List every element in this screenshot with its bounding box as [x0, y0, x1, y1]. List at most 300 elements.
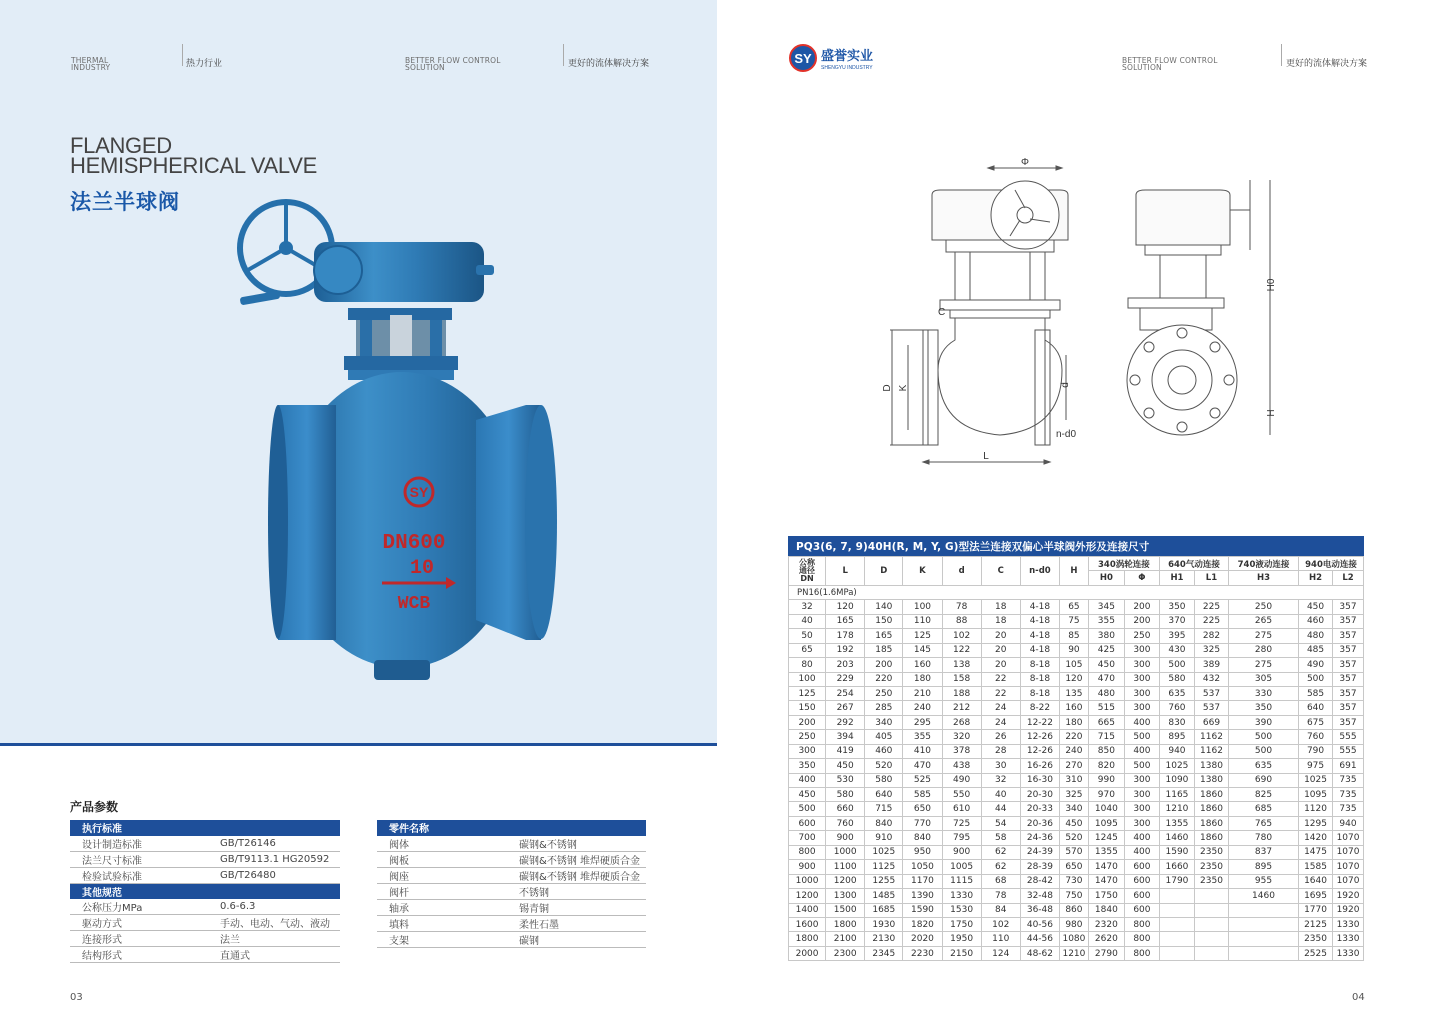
table-cell: 110: [903, 614, 942, 628]
group-header: 740液动连接: [1228, 557, 1298, 571]
dimension-table-title: PQ3(6, 7, 9)40H(R, M, Y, G)型法兰连接双偏心半球阀外形及连接尺寸: [788, 536, 1364, 556]
table-cell: 355: [903, 730, 942, 744]
table-cell: 770: [903, 816, 942, 830]
table-cell: 900: [826, 831, 865, 845]
table-cell: 158: [942, 672, 981, 686]
table-cell: 135: [1060, 686, 1089, 700]
table-cell: 669: [1194, 715, 1228, 729]
table-cell: 530: [826, 773, 865, 787]
table-cell: 150: [789, 701, 826, 715]
param-value: GB/T9113.1 HG20592: [208, 851, 340, 867]
table-cell: 330: [1228, 686, 1298, 700]
table-cell: 1295: [1299, 816, 1333, 830]
valve-logo-mark: SY: [409, 484, 429, 500]
table-cell: 300: [1124, 816, 1159, 830]
table-row: [789, 788, 1364, 802]
table-cell: 470: [903, 759, 942, 773]
table-cell: 725: [942, 816, 981, 830]
table-cell: 955: [1228, 874, 1298, 888]
table-cell: 370: [1159, 614, 1194, 628]
table-cell: 1330: [1333, 946, 1364, 960]
sub-header: H1: [1159, 571, 1194, 585]
param-value: 碳钢: [507, 931, 646, 947]
table-cell: 1120: [1299, 802, 1333, 816]
table-cell: 570: [1060, 845, 1089, 859]
table-cell: 1585: [1299, 860, 1333, 874]
sub-header: H0: [1088, 571, 1124, 585]
table-cell: 8-18: [1020, 686, 1059, 700]
param-value: 锡青铜: [507, 899, 646, 915]
table-cell: 760: [1159, 701, 1194, 715]
table-cell: 124: [981, 946, 1020, 960]
table-row: [789, 917, 1364, 931]
logo-text: 盛誉实业: [821, 49, 874, 64]
table-cell: 1070: [1333, 831, 1364, 845]
table-cell: 203: [826, 658, 865, 672]
table-cell: 212: [942, 701, 981, 715]
table-cell: 460: [1299, 614, 1333, 628]
front-view-drawing: [882, 157, 1076, 464]
table-cell: 229: [826, 672, 865, 686]
table-cell: 940: [1159, 744, 1194, 758]
table-cell: 20-36: [1020, 816, 1059, 830]
table-cell: 1920: [1333, 903, 1364, 917]
table-row: [789, 845, 1364, 859]
group-header: 340涡轮连接: [1088, 557, 1159, 571]
table-cell: 140: [865, 600, 903, 614]
table-cell: 1840: [1088, 903, 1124, 917]
table-cell: 450: [1299, 600, 1333, 614]
table-cell: 285: [865, 701, 903, 715]
table-cell: [1159, 917, 1194, 931]
valve-marking-dn: DN600: [382, 532, 446, 555]
header-thermal-industry-cn: 热力行业: [186, 59, 223, 69]
table-row: [377, 851, 646, 867]
parts-table: [377, 820, 646, 948]
table-cell: 2300: [826, 946, 865, 960]
table-row: [789, 889, 1364, 903]
table-cell: 20: [981, 629, 1020, 643]
table-cell: 54: [981, 816, 1020, 830]
table-cell: 22: [981, 672, 1020, 686]
dimension-table: [788, 556, 1364, 961]
table-cell: 62: [981, 845, 1020, 859]
table-row: [789, 932, 1364, 946]
table-cell: 975: [1299, 759, 1333, 773]
table-cell: 265: [1228, 614, 1298, 628]
sub-header: L2: [1333, 571, 1364, 585]
table-row: [377, 867, 646, 883]
table-cell: 1355: [1088, 845, 1124, 859]
table-cell: 125: [789, 686, 826, 700]
table-cell: 1162: [1194, 730, 1228, 744]
table-cell: 18: [981, 614, 1020, 628]
table-cell: 102: [942, 629, 981, 643]
table-cell: 32: [789, 600, 826, 614]
table-row: [70, 914, 340, 930]
company-logo: [789, 44, 889, 72]
table-cell: 1390: [903, 889, 942, 903]
label-n-d0: n-d0: [1056, 429, 1077, 440]
table-cell: 400: [1124, 831, 1159, 845]
param-value: GB/T26146: [208, 836, 340, 852]
label-D: D: [882, 384, 893, 392]
table-cell: 585: [1299, 686, 1333, 700]
table-cell: 837: [1228, 845, 1298, 859]
product-title-en: FLANGED HEMISPHERICAL VALVE: [70, 133, 317, 178]
table-cell: 357: [1333, 658, 1364, 672]
table-cell: 1790: [1159, 874, 1194, 888]
header-separator: [182, 44, 183, 66]
table-cell: 12-26: [1020, 744, 1059, 758]
table-cell: 1800: [789, 932, 826, 946]
table-row: [789, 686, 1364, 700]
table-cell: [1159, 889, 1194, 903]
table-cell: 600: [1124, 860, 1159, 874]
table-cell: 1860: [1194, 831, 1228, 845]
table-cell: 600: [1124, 874, 1159, 888]
table-cell: 1025: [1299, 773, 1333, 787]
table-cell: 282: [1194, 629, 1228, 643]
table-cell: 691: [1333, 759, 1364, 773]
sub-header: H2: [1299, 571, 1333, 585]
sub-header: H3: [1228, 571, 1298, 585]
table-row: [377, 915, 646, 931]
table-section-header: [70, 883, 340, 899]
table-cell: 1200: [789, 889, 826, 903]
param-name: 法兰尺寸标准: [70, 851, 208, 867]
table-cell: 1660: [1159, 860, 1194, 874]
table-cell: 28: [981, 744, 1020, 758]
table-cell: 1162: [1194, 744, 1228, 758]
table-cell: 980: [1060, 917, 1089, 931]
table-row: [789, 672, 1364, 686]
table-cell: 355: [1088, 614, 1124, 628]
table-cell: 840: [865, 816, 903, 830]
table-cell: 660: [826, 802, 865, 816]
col-header: K: [903, 557, 942, 586]
table-cell: 40: [981, 788, 1020, 802]
table-cell: 44-56: [1020, 932, 1059, 946]
table-cell: 585: [903, 788, 942, 802]
table-cell: 300: [1124, 788, 1159, 802]
table-cell: 830: [1159, 715, 1194, 729]
table-cell: 1590: [903, 903, 942, 917]
table-cell: 350: [1228, 701, 1298, 715]
param-value: 碳钢&不锈钢: [507, 836, 646, 852]
table-cell: 394: [826, 730, 865, 744]
table-cell: 357: [1333, 643, 1364, 657]
table-cell: 275: [1228, 658, 1298, 672]
table-cell: 580: [1159, 672, 1194, 686]
table-cell: 270: [1060, 759, 1089, 773]
table-cell: 300: [1124, 773, 1159, 787]
table-cell: 250: [1228, 600, 1298, 614]
table-cell: 200: [789, 715, 826, 729]
table-cell: 200: [865, 658, 903, 672]
table-cell: 490: [942, 773, 981, 787]
table-cell: 1420: [1299, 831, 1333, 845]
table-cell: 1685: [865, 903, 903, 917]
table-cell: 28-39: [1020, 860, 1059, 874]
table-cell: 2350: [1194, 874, 1228, 888]
table-cell: 250: [789, 730, 826, 744]
table-cell: 460: [865, 744, 903, 758]
table-cell: 254: [826, 686, 865, 700]
table-cell: 1050: [903, 860, 942, 874]
table-cell: 910: [865, 831, 903, 845]
left-page-divider: [0, 743, 717, 746]
param-value: 法兰: [208, 930, 340, 946]
param-name: 支架: [377, 931, 507, 947]
table-cell: 325: [1060, 788, 1089, 802]
table-cell: 685: [1228, 802, 1298, 816]
label-H: H: [1266, 409, 1277, 417]
table-cell: 850: [1088, 744, 1124, 758]
table-cell: 78: [942, 600, 981, 614]
standards-table: [70, 820, 340, 963]
table-cell: 580: [826, 788, 865, 802]
table-cell: 325: [1194, 643, 1228, 657]
table-cell: [1228, 946, 1298, 960]
table-cell: 1860: [1194, 788, 1228, 802]
label-K: K: [898, 384, 909, 392]
table-cell: 62: [981, 860, 1020, 874]
table-cell: 520: [865, 759, 903, 773]
valve-marking-pressure: 10: [409, 557, 435, 580]
label-d: d: [1060, 382, 1071, 388]
table-cell: 450: [1060, 816, 1089, 830]
table-cell: 650: [903, 802, 942, 816]
table-cell: 1750: [1088, 889, 1124, 903]
table-row: [789, 730, 1364, 744]
table-row: [789, 600, 1364, 614]
table-cell: 555: [1333, 744, 1364, 758]
table-cell: 1470: [1088, 860, 1124, 874]
table-row: [789, 759, 1364, 773]
table-cell: 1695: [1299, 889, 1333, 903]
table-cell: 1070: [1333, 874, 1364, 888]
table-row: [789, 715, 1364, 729]
table-row: [789, 744, 1364, 758]
table-cell: 550: [942, 788, 981, 802]
table-cell: 78: [981, 889, 1020, 903]
table-cell: 635: [1228, 759, 1298, 773]
table-cell: [1194, 946, 1228, 960]
table-cell: 520: [1060, 831, 1089, 845]
table-cell: 1950: [942, 932, 981, 946]
table-cell: 1005: [942, 860, 981, 874]
table-cell: 350: [1159, 600, 1194, 614]
table-cell: 40-56: [1020, 917, 1059, 931]
table-cell: 735: [1333, 802, 1364, 816]
table-cell: 1245: [1088, 831, 1124, 845]
table-cell: 750: [1060, 889, 1089, 903]
table-cell: 36-48: [1020, 903, 1059, 917]
table-cell: 110: [981, 932, 1020, 946]
table-cell: 490: [1299, 658, 1333, 672]
table-cell: 200: [1124, 614, 1159, 628]
table-cell: 275: [1228, 629, 1298, 643]
table-cell: 450: [1088, 658, 1124, 672]
logo-subtext: SHENGYU INDUSTRY: [821, 65, 873, 71]
table-cell: 2790: [1088, 946, 1124, 960]
table-cell: [1194, 903, 1228, 917]
valve-marking-material: WCB: [397, 594, 431, 614]
table-cell: 1330: [1333, 917, 1364, 931]
table-cell: 1800: [826, 917, 865, 931]
table-cell: 650: [1060, 860, 1089, 874]
table-cell: 700: [789, 831, 826, 845]
table-cell: 292: [826, 715, 865, 729]
table-cell: [1228, 903, 1298, 917]
table-cell: 4-18: [1020, 643, 1059, 657]
table-cell: 665: [1088, 715, 1124, 729]
table-cell: 950: [903, 845, 942, 859]
table-cell: 240: [1060, 744, 1089, 758]
table-cell: 357: [1333, 715, 1364, 729]
param-name: 轴承: [377, 899, 507, 915]
label-phi: Φ: [1021, 157, 1029, 168]
param-name: 阀体: [377, 836, 507, 852]
table-cell: 340: [1060, 802, 1089, 816]
table-cell: 1025: [865, 845, 903, 859]
param-value: 柔性石墨: [507, 915, 646, 931]
table-cell: 1860: [1194, 816, 1228, 830]
table-cell: 1930: [865, 917, 903, 931]
table-cell: 357: [1333, 614, 1364, 628]
table-cell: 102: [981, 917, 1020, 931]
table-cell: 1400: [789, 903, 826, 917]
table-row: [70, 899, 340, 915]
table-cell: 225: [1194, 614, 1228, 628]
table-cell: 715: [865, 802, 903, 816]
table-cell: 65: [1060, 600, 1089, 614]
table-cell: 160: [1060, 701, 1089, 715]
table-cell: 580: [865, 773, 903, 787]
table-cell: 220: [1060, 730, 1089, 744]
table-cell: [1194, 932, 1228, 946]
table-cell: 2350: [1299, 932, 1333, 946]
table-cell: 100: [903, 600, 942, 614]
table-cell: 500: [789, 802, 826, 816]
table-cell: [1159, 903, 1194, 917]
table-cell: 210: [903, 686, 942, 700]
table-cell: 122: [942, 643, 981, 657]
param-name: 结构形式: [70, 946, 208, 962]
section-label: 零件名称: [377, 820, 646, 836]
param-name: 阀座: [377, 867, 507, 883]
table-row: [789, 658, 1364, 672]
param-value: 手动、电动、气动、液动: [208, 914, 340, 930]
table-cell: 395: [1159, 629, 1194, 643]
table-cell: 500: [1228, 744, 1298, 758]
table-cell: 357: [1333, 600, 1364, 614]
table-row: [789, 802, 1364, 816]
table-cell: 88: [942, 614, 981, 628]
table-cell: 300: [1124, 643, 1159, 657]
table-cell: 515: [1088, 701, 1124, 715]
table-cell: 32: [981, 773, 1020, 787]
table-cell: 300: [1124, 701, 1159, 715]
table-cell: 2020: [903, 932, 942, 946]
table-cell: 24-36: [1020, 831, 1059, 845]
table-cell: 537: [1194, 701, 1228, 715]
table-cell: 500: [1124, 759, 1159, 773]
table-cell: 1470: [1088, 874, 1124, 888]
table-cell: 18: [981, 600, 1020, 614]
table-row: [789, 643, 1364, 657]
table-cell: [1194, 889, 1228, 903]
table-cell: 735: [1333, 773, 1364, 787]
table-cell: 378: [942, 744, 981, 758]
table-cell: 32-48: [1020, 889, 1059, 903]
table-cell: 600: [789, 816, 826, 830]
table-cell: 357: [1333, 686, 1364, 700]
table-cell: 760: [1299, 730, 1333, 744]
label-L: L: [983, 451, 989, 462]
table-cell: 1590: [1159, 845, 1194, 859]
table-cell: 65: [789, 643, 826, 657]
table-cell: 895: [1228, 860, 1298, 874]
table-cell: 20-33: [1020, 802, 1059, 816]
col-header: L: [826, 557, 865, 586]
col-header: d: [942, 557, 981, 586]
table-cell: 1600: [789, 917, 826, 931]
table-row: [789, 903, 1364, 917]
dimension-drawings: [870, 150, 1300, 480]
table-cell: 225: [1194, 600, 1228, 614]
table-cell: 2230: [903, 946, 942, 960]
table-row: [70, 851, 340, 867]
table-cell: 1170: [903, 874, 942, 888]
table-cell: 555: [1333, 730, 1364, 744]
table-cell: 1100: [826, 860, 865, 874]
header-better-flow-cn: 更好的流体解决方案: [568, 59, 650, 69]
table-cell: 1210: [1159, 802, 1194, 816]
table-cell: 300: [1124, 658, 1159, 672]
table-cell: 1460: [1159, 831, 1194, 845]
table-cell: 390: [1228, 715, 1298, 729]
table-cell: 58: [981, 831, 1020, 845]
table-cell: 480: [1299, 629, 1333, 643]
table-cell: 2125: [1299, 917, 1333, 931]
page-number-left: 03: [70, 992, 83, 1003]
table-cell: 400: [789, 773, 826, 787]
table-cell: 40: [789, 614, 826, 628]
table-cell: 2150: [942, 946, 981, 960]
table-cell: 820: [1088, 759, 1124, 773]
table-cell: 50: [789, 629, 826, 643]
table-cell: 635: [1159, 686, 1194, 700]
header-separator: [1281, 44, 1282, 66]
table-row: [789, 816, 1364, 830]
table-cell: 600: [1124, 889, 1159, 903]
table-cell: 1070: [1333, 845, 1364, 859]
table-cell: 28-42: [1020, 874, 1059, 888]
table-cell: 250: [1124, 629, 1159, 643]
table-cell: 357: [1333, 629, 1364, 643]
table-cell: 20: [981, 658, 1020, 672]
table-cell: [1159, 932, 1194, 946]
table-cell: 500: [1124, 730, 1159, 744]
table-cell: 30: [981, 759, 1020, 773]
table-cell: 2000: [789, 946, 826, 960]
table-cell: 480: [1088, 686, 1124, 700]
table-cell: 90: [1060, 643, 1089, 657]
table-cell: 1770: [1299, 903, 1333, 917]
table-cell: 795: [942, 831, 981, 845]
